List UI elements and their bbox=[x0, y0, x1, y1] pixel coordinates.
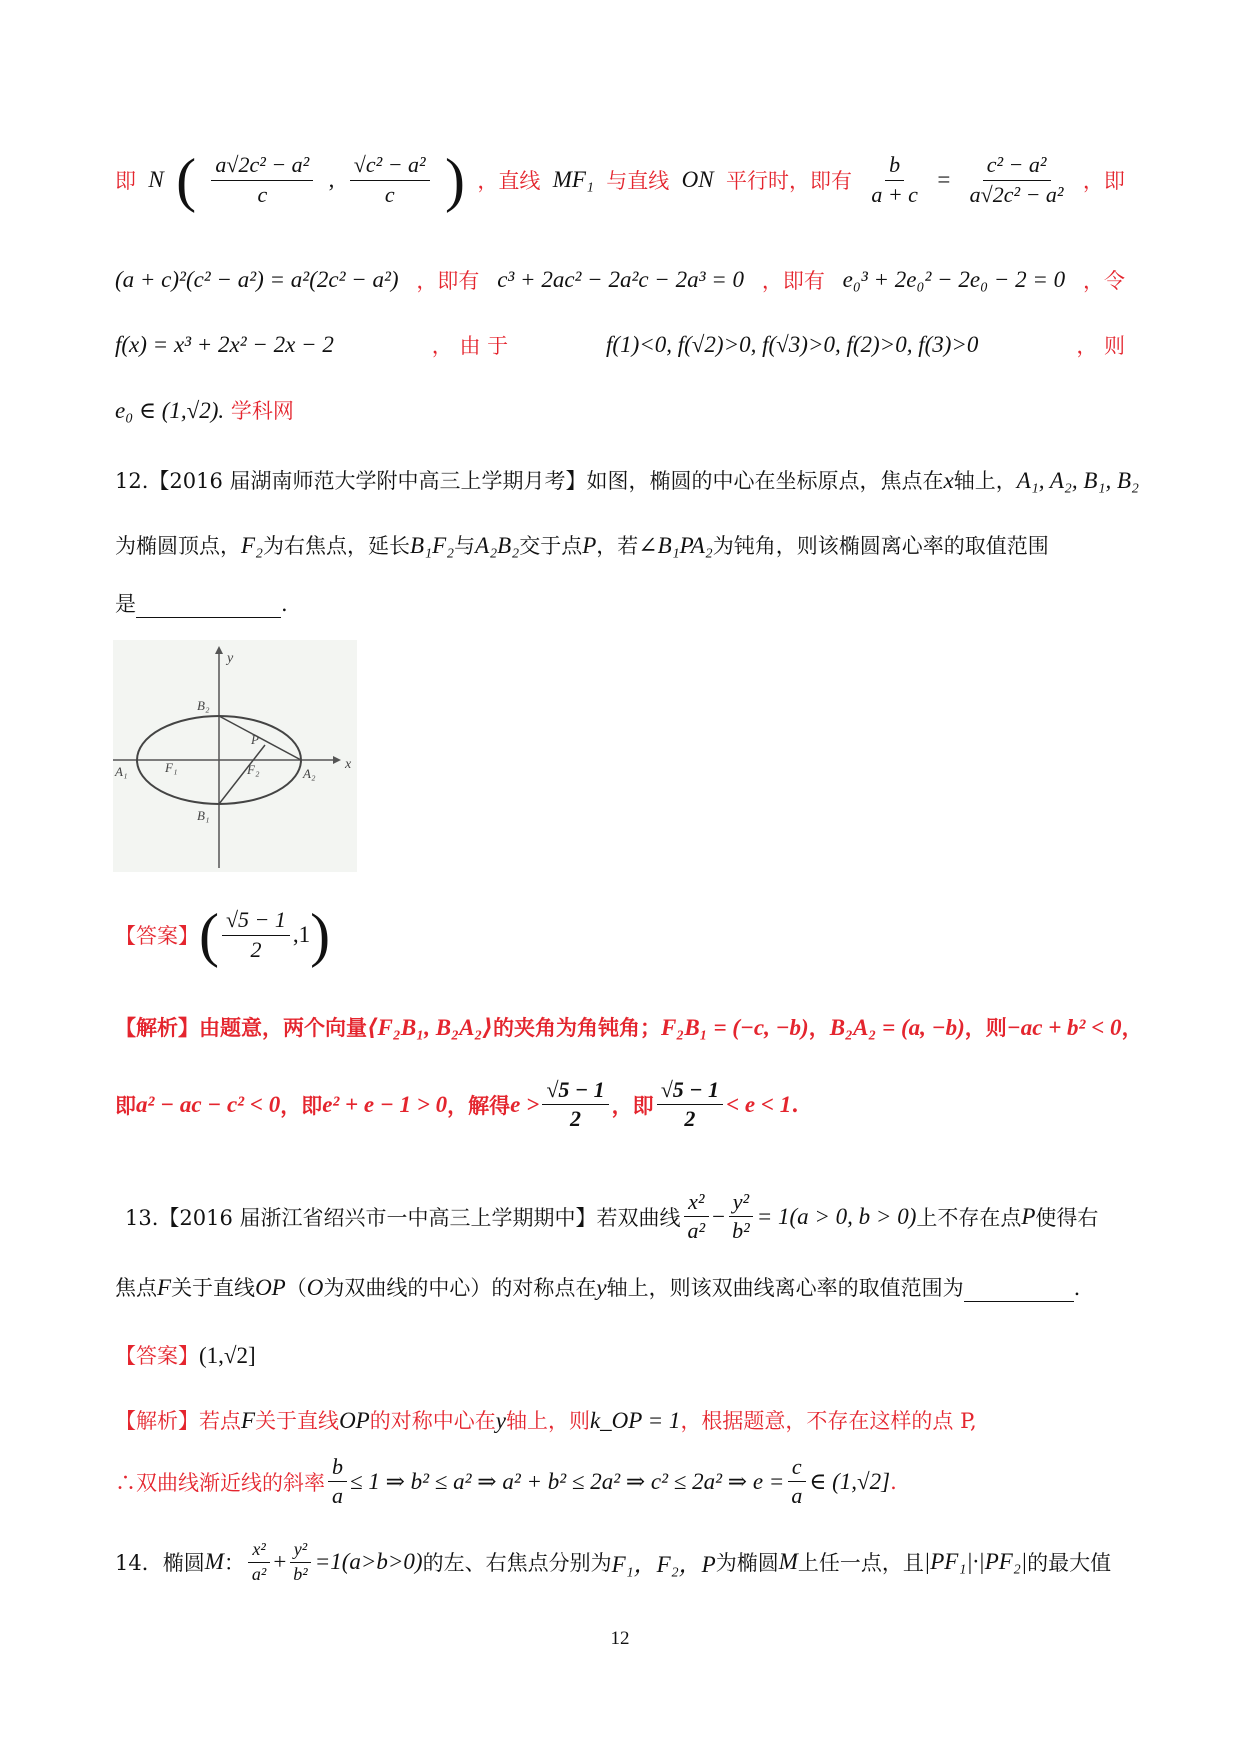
q14-a: 14．椭圆 bbox=[115, 1551, 205, 1576]
q13-sol-l1-e: ，根据题意，不存在这样的点 P, bbox=[680, 1409, 977, 1433]
q13-sol-l1-b: 关于直线 bbox=[255, 1409, 340, 1433]
q12-l2-a: 为椭圆顶点， bbox=[115, 534, 241, 558]
q12-sol-l2-d: ，即 bbox=[611, 1092, 654, 1118]
q13-l2-b: 关于直线 bbox=[171, 1276, 256, 1300]
q13-l2-e: 轴上，则该双曲线离心率的取值范围为 bbox=[606, 1276, 964, 1300]
prev-frac-2: $\frac{\text{√c² − a²}}{c}$ bbox=[350, 153, 430, 206]
q13-sol-label: 【解析】 bbox=[115, 1409, 199, 1433]
q13-sol-l1-f: F bbox=[241, 1408, 256, 1433]
q13-sol-l1-a: 若点 bbox=[199, 1409, 241, 1433]
q12-sol-l1-d: ，则 bbox=[964, 1015, 1007, 1040]
q13-l1-a: 13.【2016 届浙江省绍兴市一中高三上学期期中】若双曲线 bbox=[125, 1205, 681, 1230]
label-a2: A₂ bbox=[303, 766, 316, 781]
q12-l1-text: 12.【2016 届湖南师范大学附中高三上学期月考】如图，椭圆的中心在坐标原点，焦点在 bbox=[115, 469, 944, 493]
q12-answer-tail: ,1 bbox=[292, 922, 311, 947]
figure-background bbox=[113, 640, 357, 872]
q12-sol-l2-eq3: e > bbox=[510, 1091, 540, 1117]
q12-solution-line-1 bbox=[115, 1012, 1143, 1042]
q14-vec: |PF₁|·|PF₂| bbox=[923, 1549, 1028, 1575]
q12-sol-l2-eq1: a² − ac − c² < 0 bbox=[136, 1091, 281, 1117]
prev-l2-t3: ，令 bbox=[1082, 269, 1125, 293]
prev-l1-mf: MF₁ bbox=[552, 167, 594, 192]
q12-l2-d: 交于点 bbox=[519, 534, 583, 558]
label-p: P bbox=[251, 732, 259, 747]
q12-sol-l2-eq2: e² + e − 1 > 0 bbox=[322, 1091, 448, 1117]
prev-l3-eq1: f(x) = x³ + 2x² − 2x − 2 bbox=[115, 332, 334, 357]
q12-sol-l1-eq1: F₂B₁ = (−c, −b) bbox=[660, 1015, 809, 1040]
q12-answer-frac: $\frac{√5 - 1}{2}$ bbox=[222, 908, 290, 961]
q12-l2-b1f2: B₁F₂ bbox=[410, 533, 455, 558]
q14-f: 的最大值 bbox=[1027, 1551, 1112, 1576]
q12-sol-l1-e: ， bbox=[1121, 1015, 1143, 1040]
q12-l2-p: P bbox=[582, 533, 597, 558]
prev-line-2 bbox=[115, 265, 1125, 295]
q12-sol-l1-b: 的夹角为角钝角； bbox=[492, 1015, 661, 1040]
prev-l1-e: ，即 bbox=[1082, 169, 1125, 193]
page-number: 12 bbox=[610, 1628, 630, 1649]
q12-solution-line-2 bbox=[115, 1078, 1125, 1131]
q13-l2-d: 为双曲线的中心）的对称点在 bbox=[323, 1276, 597, 1300]
prev-line-1: 即 N ( $\frac{\text{a√2c² − a²}}{c}$ , $\frac{\text{√c² − a²}}{c}$ ) ，直线 MF₁ 与直线 ON 平行时，即有 $\frac{b}{a + c}$ = $\frac{\text{c² − a²}}{\text{a√2c² − a²}}$ ，即 bbox=[115, 147, 1125, 213]
prev-l1-a: 即 bbox=[115, 169, 136, 193]
q12-line-1 bbox=[115, 465, 1140, 495]
prev-l2-eq3: e₀³ + 2e₀² − 2e₀ − 2 = 0 bbox=[842, 267, 1066, 292]
answer-blank bbox=[136, 597, 281, 618]
paren-right: ) bbox=[445, 147, 465, 213]
q14-plus: + bbox=[273, 1549, 287, 1575]
q13-sol-l2-eq: ≤ 1 ⇒ b² ≤ a² ⇒ a² + b² ≤ 2a² ⇒ c² ≤ 2a² ⇒ e = bbox=[350, 1468, 785, 1494]
label-x: x bbox=[345, 757, 352, 772]
q14-b: ： bbox=[223, 1551, 245, 1576]
prev-l2-eq1: (a + c)²(c² − a²) = a²(2c² − a²) bbox=[115, 267, 399, 292]
q13-sol-frac-ba: $\frac{b}{a}$ bbox=[328, 1455, 347, 1508]
prev-frac-4: $\frac{\text{c² − a²}}{\text{a√2c² − a²}}$ bbox=[969, 152, 1064, 207]
ellipse-figure bbox=[113, 640, 357, 872]
paren-left: ( bbox=[176, 147, 197, 213]
q13-l2-op: OP bbox=[255, 1275, 286, 1300]
q13-l1-c: 使得右 bbox=[1035, 1205, 1099, 1230]
q13-l2-c: （ bbox=[285, 1276, 307, 1300]
q12-sol-l1-a: 由题意，两个向量 bbox=[199, 1015, 367, 1040]
q12-l1-pts: A₁, A₂, B₁, B₂ bbox=[1016, 468, 1140, 493]
prev-frac-1: $\frac{\text{a√2c² − a²}}{c}$ bbox=[211, 153, 313, 206]
label-y: y bbox=[227, 651, 234, 666]
q12-l3: 是 bbox=[115, 592, 136, 616]
q14-frac-x: $\frac{\text{x²}}{\text{a²}}$ bbox=[248, 1540, 270, 1585]
prev-l2-t2: ，即有 bbox=[761, 269, 825, 293]
q14-d: 为椭圆 bbox=[715, 1551, 779, 1576]
q13-l2-o: O bbox=[306, 1275, 324, 1300]
prev-l4-t: 学科网 bbox=[230, 399, 294, 423]
q12-l3-end: . bbox=[281, 592, 288, 616]
q12-l1-x: x bbox=[943, 468, 954, 493]
q12-line-3 bbox=[115, 588, 1125, 618]
q14-frac-y: $\frac{\text{y²}}{\text{b²}}$ bbox=[289, 1540, 311, 1585]
q14-e: 上任一点，且 bbox=[797, 1551, 924, 1576]
q12-line-2 bbox=[115, 530, 1125, 560]
q12-sol-l1-c: ， bbox=[808, 1015, 830, 1040]
q12-sol-l2-end: . bbox=[791, 1092, 799, 1118]
prev-l3-t2: ， 则 bbox=[1076, 334, 1125, 358]
prev-frac-3: $\frac{b}{a + c}$ bbox=[871, 152, 918, 207]
prev-l3-eq2: f(1)<0, f(√2)>0, f(√3)>0, f(2)>0, f(3)>0 bbox=[606, 332, 979, 357]
q13-line-2 bbox=[115, 1272, 1125, 1302]
prev-line-4 bbox=[115, 395, 1125, 425]
q13-sol-l1-y: y bbox=[495, 1408, 506, 1433]
q13-sol-l2-tail: ∈ (1,√2] bbox=[809, 1468, 891, 1494]
q12-l2-c: 与 bbox=[454, 534, 476, 558]
label-b1: B₁ bbox=[197, 808, 210, 823]
q12-sol-l1-eq3: −ac + b² < 0 bbox=[1006, 1015, 1122, 1040]
q14-f1f2: F₁，F₂，P bbox=[611, 1551, 716, 1577]
q12-sol-l2-a: 即 bbox=[115, 1092, 136, 1118]
q13-frac-y: $\frac{\text{y²}}{\text{b²}}$ bbox=[728, 1190, 754, 1243]
prev-l1-b: ，直线 bbox=[477, 169, 541, 193]
q13-sol-l1-op: OP bbox=[339, 1408, 370, 1433]
paren-left: ( bbox=[199, 902, 219, 968]
q13-sol-l2-end: . bbox=[890, 1469, 897, 1494]
q12-l2-f: 为钝角，则该椭圆离心率的取值范围 bbox=[712, 534, 1049, 558]
q13-solution-line-1 bbox=[115, 1405, 1125, 1435]
q13-l2-end: . bbox=[1073, 1276, 1081, 1300]
label-b2: B₂ bbox=[197, 698, 210, 713]
q12-l2-angle: ∠B₁PA₂ bbox=[638, 533, 713, 558]
q12-l1-b: 轴上， bbox=[953, 469, 1017, 493]
q13-answer bbox=[115, 1340, 1125, 1370]
prev-l2-eq2: c³ + 2ac² − 2a²c − 2a³ = 0 bbox=[497, 267, 744, 292]
q14-line-1 bbox=[115, 1540, 1125, 1585]
prev-l2-t1: ，即有 bbox=[416, 269, 480, 293]
q14-m2: M bbox=[778, 1549, 798, 1575]
q12-sol-frac-2: $\frac{√5 - 1}{2}$ bbox=[657, 1078, 723, 1131]
q12-sol-l2-b: ，即 bbox=[280, 1092, 323, 1118]
q13-l1-p: P bbox=[1021, 1203, 1036, 1229]
q13-l1-b: 上不存在点 bbox=[916, 1205, 1022, 1230]
q12-l2-b: 为右焦点，延长 bbox=[263, 534, 411, 558]
q12-sol-l1-vec: ⟨F₂B₁, B₂A₂⟩ bbox=[367, 1015, 493, 1040]
label-f1: F₁ bbox=[165, 760, 178, 775]
label-f2: F₂ bbox=[247, 762, 260, 777]
prev-l3-t1: ， 由 于 bbox=[431, 334, 509, 358]
q12-sol-l1-eq2: B₂A₂ = (a, −b) bbox=[829, 1015, 965, 1040]
q13-answer-label: 【答案】 bbox=[115, 1344, 199, 1368]
q13-sol-l1-k: k_OP = 1 bbox=[589, 1408, 681, 1433]
q12-l2-e: ，若 bbox=[596, 534, 639, 558]
q13-l2-f: F bbox=[157, 1275, 172, 1300]
q13-answer-value: (1,√2] bbox=[199, 1343, 256, 1368]
q13-l2-a: 焦点 bbox=[115, 1276, 157, 1300]
prev-l1-N: N bbox=[148, 167, 164, 192]
prev-l1-d: 平行时，即有 bbox=[725, 169, 852, 193]
q12-l2-a2b2: A₂B₂ bbox=[475, 533, 520, 558]
paren-right: ) bbox=[310, 902, 331, 968]
q14-c: 的左、右焦点分别为 bbox=[422, 1551, 612, 1576]
q12-sol-l2-eq4: < e < 1 bbox=[726, 1091, 792, 1117]
q13-l2-y: y bbox=[596, 1275, 607, 1300]
q13-frac-x: $\frac{\text{x²}}{\text{a²}}$ bbox=[684, 1190, 710, 1243]
q13-sol-frac-ca: $\frac{c}{a}$ bbox=[787, 1455, 806, 1508]
q12-sol-l2-c: ，解得 bbox=[447, 1092, 511, 1118]
q13-l1-tail: = 1(a > 0, b > 0) bbox=[756, 1203, 917, 1229]
q12-l2-f2: F₂ bbox=[241, 533, 264, 558]
label-a1: A₁ bbox=[115, 764, 128, 779]
q13-sol-l1-d: 轴上，则 bbox=[505, 1409, 590, 1433]
q13-line-1: 13.【2016 届浙江省绍兴市一中高三上学期期中】若双曲线 $\frac{\text{x²}}{\text{a²}}$ − $\frac{\text{y²}}{\text{b²}}$ = 1(a > 0, b > 0) 上不存在点 P 使得右 bbox=[125, 1189, 1099, 1244]
q14-m: M bbox=[204, 1549, 224, 1575]
q13-sol-l2-a: ∴双曲线渐近线的斜率 bbox=[115, 1470, 325, 1495]
answer-blank bbox=[964, 1281, 1074, 1302]
prev-l4-eq: e₀ ∈ (1,√2). bbox=[115, 398, 225, 423]
q13-solution-line-2 bbox=[115, 1455, 1125, 1508]
q12-answer bbox=[115, 902, 1125, 968]
prev-line-3 bbox=[115, 330, 1125, 360]
q12-sol-frac-1: $\frac{√5 - 1}{2}$ bbox=[542, 1078, 608, 1131]
q13-sol-l1-c: 的对称中心在 bbox=[369, 1409, 496, 1433]
prev-l1-on: ON bbox=[681, 167, 714, 192]
q14-eq: =1(a>b>0) bbox=[314, 1549, 423, 1575]
q12-answer-label: 【答案】 bbox=[115, 924, 199, 948]
q12-sol-label: 【解析】 bbox=[115, 1015, 199, 1040]
prev-l1-c: 与直线 bbox=[606, 169, 670, 193]
